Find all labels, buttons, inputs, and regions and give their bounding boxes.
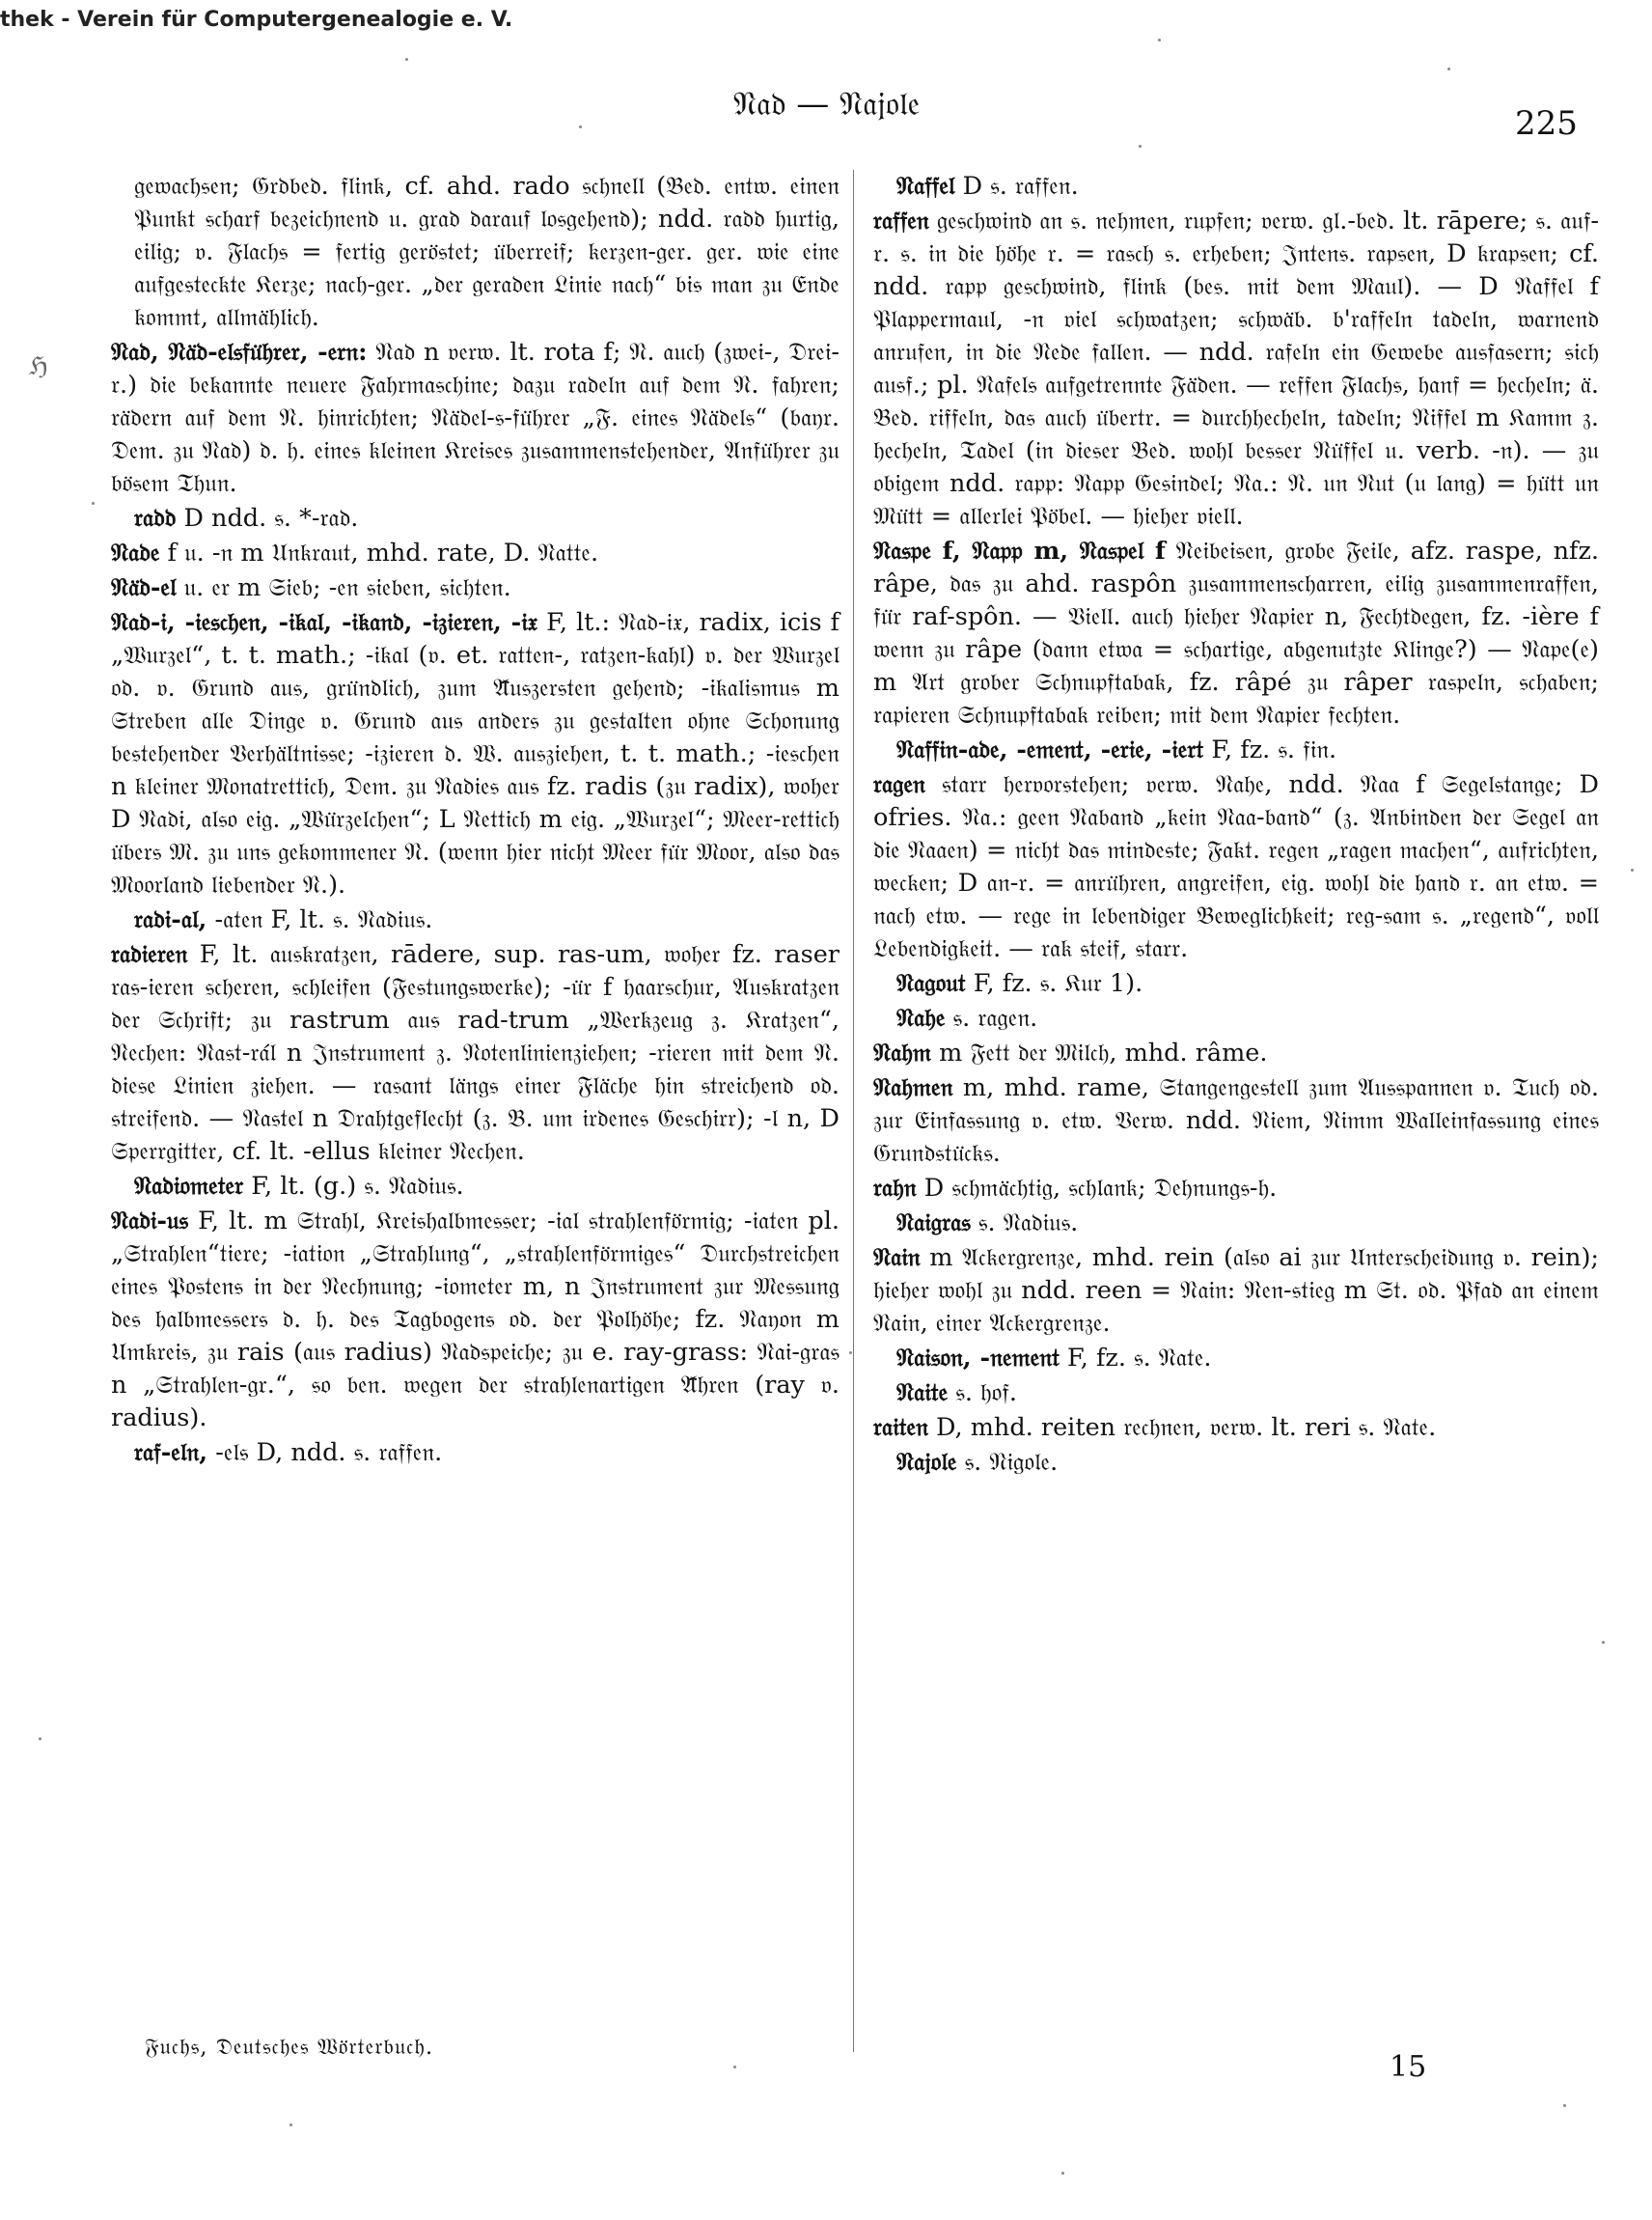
scan-speck [1158, 39, 1161, 42]
entry-definition: 𝔑𝔞𝔡 n 𝔳𝔢𝔯𝔴. lt. rota f; 𝔑. 𝔞𝔲𝔠𝔥 (𝔷𝔴𝔢𝔦-, 𝔇𝔯𝔢𝔦-𝔯.) 𝔡𝔦𝔢 𝔟𝔢𝔨𝔞𝔫𝔫𝔱𝔢 𝔫𝔢𝔲𝔢𝔯𝔢 𝔉𝔞𝔥𝔯𝔪𝔞𝔰𝔠𝔥𝔦𝔫𝔢; 𝔡𝔞𝔷𝔲 𝔯𝔞𝔡𝔢𝔩𝔫 𝔞𝔲𝔣 𝔡𝔢𝔪 𝔑. 𝔣𝔞𝔥𝔯𝔢𝔫; 𝔯𝔞̈𝔡𝔢𝔯𝔫 𝔞𝔲𝔣 𝔡𝔢𝔪 𝔑. 𝔥𝔦𝔫𝔯𝔦𝔠𝔥𝔱𝔢𝔫; 𝔑𝔞̈𝔡𝔢𝔩-𝔰-𝔣𝔲̈𝔥𝔯𝔢𝔯 „𝔉. 𝔢𝔦𝔫𝔢𝔰 𝔑𝔞̈𝔡𝔢𝔩𝔰“ (𝔟𝔞𝔶𝔯. 𝔇𝔢𝔪. 𝔷𝔲 𝔑𝔞𝔡) 𝔡. 𝔥. 𝔢𝔦𝔫𝔢𝔰 𝔨𝔩𝔢𝔦𝔫𝔢𝔫 𝔎𝔯𝔢𝔦𝔰𝔢𝔰 𝔷𝔲𝔰𝔞𝔪𝔪𝔢𝔫𝔰𝔱𝔢𝔥𝔢𝔫𝔡𝔢𝔯, 𝔄𝔫𝔣𝔲̈𝔥𝔯𝔢𝔯 𝔷𝔲 𝔟𝔬̈𝔰𝔢𝔪 𝔗𝔥𝔲𝔫. [111, 338, 840, 498]
dictionary-entry [873, 1207, 1599, 1239]
dictionary-entry [111, 606, 840, 902]
page-number: 225 [1515, 104, 1578, 143]
dictionary-entry [873, 1037, 1599, 1069]
entry-headword: 𝔑𝔞𝔥𝔪𝔢𝔫 [873, 1073, 953, 1102]
entry-definition: F, lt. (g.) 𝔰. 𝔑𝔞𝔡𝔦𝔲𝔰. [251, 1172, 464, 1201]
dictionary-entry [873, 734, 1599, 766]
book-title-footer: 𝔉𝔲𝔠𝔥𝔰, 𝔇𝔢𝔲𝔱𝔰𝔠𝔥𝔢𝔰 𝔚𝔬̈𝔯𝔱𝔢𝔯𝔟𝔲𝔠𝔥. [145, 2035, 434, 2060]
entry-definition: m 𝔄𝔠𝔨𝔢𝔯𝔤𝔯𝔢𝔫𝔷𝔢, mhd. rein (𝔞𝔩𝔰𝔬 ai 𝔷𝔲𝔯 𝔘𝔫𝔱𝔢𝔯𝔰𝔠𝔥𝔢𝔦𝔡𝔲𝔫𝔤 𝔳. rein); 𝔥𝔦𝔢𝔥𝔢𝔯 𝔴𝔬𝔥𝔩 𝔷𝔲 ndd. reen = 𝔑𝔞𝔦𝔫: 𝔑𝔢𝔫-𝔰𝔱𝔦𝔢𝔤 m 𝔖𝔱. 𝔬𝔡. 𝔓𝔣𝔞𝔡 𝔞𝔫 𝔢𝔦𝔫𝔢𝔪 𝔑𝔞𝔦𝔫, 𝔢𝔦𝔫𝔢𝔯 𝔄𝔠𝔨𝔢𝔯𝔤𝔯𝔢𝔫𝔷𝔢. [873, 1243, 1599, 1338]
entry-headword: 𝔑𝔞𝔣𝔣𝔢𝔩 [896, 172, 955, 201]
entry-definition: F, lt. m 𝔖𝔱𝔯𝔞𝔥𝔩, 𝔎𝔯𝔢𝔦𝔰𝔥𝔞𝔩𝔟𝔪𝔢𝔰𝔰𝔢𝔯; -𝔦𝔞𝔩 𝔰𝔱𝔯𝔞𝔥𝔩𝔢𝔫𝔣𝔬̈𝔯𝔪𝔦𝔤; -𝔦𝔞𝔱𝔢𝔫 pl. „𝔖𝔱𝔯𝔞𝔥𝔩𝔢𝔫“𝔱𝔦𝔢𝔯𝔢; -𝔦𝔞𝔱𝔦𝔬𝔫 „𝔖𝔱𝔯𝔞𝔥𝔩𝔲𝔫𝔤“, „𝔰𝔱𝔯𝔞𝔥𝔩𝔢𝔫𝔣𝔬̈𝔯𝔪𝔦𝔤𝔢𝔰“ 𝔇𝔲𝔯𝔠𝔥𝔰𝔱𝔯𝔢𝔦𝔠𝔥𝔢𝔫 𝔢𝔦𝔫𝔢𝔰 𝔓𝔬𝔰𝔱𝔢𝔫𝔰 𝔦𝔫 𝔡𝔢𝔯 𝔑𝔢𝔠𝔥𝔫𝔲𝔫𝔤; -𝔦𝔬𝔪𝔢𝔱𝔢𝔯 m, n 𝔍𝔫𝔰𝔱𝔯𝔲𝔪𝔢𝔫𝔱 𝔷𝔲𝔯 𝔐𝔢𝔰𝔰𝔲𝔫𝔤 𝔡𝔢𝔰 𝔥𝔞𝔩𝔟𝔪𝔢𝔰𝔰𝔢𝔯𝔰 𝔡. 𝔥. 𝔡𝔢𝔰 𝔗𝔞𝔤𝔟𝔬𝔤𝔢𝔫𝔰 𝔬𝔡. 𝔡𝔢𝔯 𝔓𝔬𝔩𝔥𝔬̈𝔥𝔢; fz. 𝔑𝔞𝔶𝔬𝔫 m 𝔘𝔪𝔨𝔯𝔢𝔦𝔰, 𝔷𝔲 rais (𝔞𝔲𝔰 radius) 𝔑𝔞𝔡𝔰𝔭𝔢𝔦𝔠𝔥𝔢; 𝔷𝔲 e. ray-grass: 𝔑𝔞𝔦-𝔤𝔯𝔞𝔰 n „𝔖𝔱𝔯𝔞𝔥𝔩𝔢𝔫-𝔤𝔯.“, 𝔰𝔬 𝔟𝔢𝔫. 𝔴𝔢𝔤𝔢𝔫 𝔡𝔢𝔯 𝔰𝔱𝔯𝔞𝔥𝔩𝔢𝔫𝔞𝔯𝔱𝔦𝔤𝔢𝔫 𝔄̈𝔥𝔯𝔢𝔫 (ray 𝔳. radius). [111, 1207, 840, 1432]
dictionary-entry [873, 1071, 1599, 1170]
dictionary-entry [873, 205, 1599, 533]
margin-mark: ℌ [29, 352, 48, 381]
entry-definition: m, mhd. rame, 𝔖𝔱𝔞𝔫𝔤𝔢𝔫𝔤𝔢𝔰𝔱𝔢𝔩𝔩 𝔷𝔲𝔪 𝔄𝔲𝔰𝔰𝔭𝔞𝔫𝔫𝔢𝔫 𝔳. 𝔗𝔲𝔠𝔥 𝔬𝔡. 𝔷𝔲𝔯 𝔈𝔦𝔫𝔣𝔞𝔰𝔰𝔲𝔫𝔤 𝔳. 𝔢𝔱𝔴. 𝔙𝔢𝔯𝔴. ndd. 𝔑𝔦𝔢𝔪, 𝔑𝔦𝔪𝔪 𝔚𝔞𝔩𝔩𝔢𝔦𝔫𝔣𝔞𝔰𝔰𝔲𝔫𝔤 𝔢𝔦𝔫𝔢𝔰 𝔊𝔯𝔲𝔫𝔡𝔰𝔱𝔲̈𝔠𝔨𝔰. [873, 1073, 1599, 1168]
entry-definition: 𝔑𝔢𝔦𝔟𝔢𝔦𝔰𝔢𝔫, 𝔤𝔯𝔬𝔟𝔢 𝔉𝔢𝔦𝔩𝔢, afz. raspe, nfz. râpe, 𝔡𝔞𝔰 𝔷𝔲 ahd. raspôn 𝔷𝔲𝔰𝔞𝔪𝔪𝔢𝔫𝔰𝔠𝔥𝔞𝔯𝔯𝔢𝔫, 𝔢𝔦𝔩𝔦𝔤 𝔷𝔲𝔰𝔞𝔪𝔪𝔢𝔫𝔯𝔞𝔣𝔣𝔢𝔫, 𝔣𝔲̈𝔯 raf-spôn. — 𝔙𝔦𝔢𝔩𝔩. 𝔞𝔲𝔠𝔥 𝔥𝔦𝔢𝔥𝔢𝔯 𝔑𝔞𝔭𝔦𝔢𝔯 n, 𝔉𝔢𝔠𝔥𝔱𝔡𝔢𝔤𝔢𝔫, fz. -ière f 𝔴𝔢𝔫𝔫 𝔷𝔲 râpe (𝔡𝔞𝔫𝔫 𝔢𝔱𝔴𝔞 = 𝔰𝔠𝔥𝔞𝔯𝔱𝔦𝔤𝔢, 𝔞𝔟𝔤𝔢𝔫𝔲𝔱𝔷𝔱𝔢 𝔎𝔩𝔦𝔫𝔤𝔢?) — 𝔑𝔞𝔭𝔢(𝔢) m 𝔄𝔯𝔱 𝔤𝔯𝔬𝔟𝔢𝔯 𝔖𝔠𝔥𝔫𝔲𝔭𝔣𝔱𝔞𝔟𝔞𝔨, fz. râpé 𝔷𝔲 râper 𝔯𝔞𝔰𝔭𝔢𝔩𝔫, 𝔰𝔠𝔥𝔞𝔟𝔢𝔫; 𝔯𝔞𝔭𝔦𝔢𝔯𝔢𝔫 𝔖𝔠𝔥𝔫𝔲𝔭𝔣𝔱𝔞𝔟𝔞𝔨 𝔯𝔢𝔦𝔟𝔢𝔫; 𝔪𝔦𝔱 𝔡𝔢𝔪 𝔑𝔞𝔭𝔦𝔢𝔯 𝔣𝔢𝔠𝔥𝔱𝔢𝔫. [873, 537, 1599, 730]
dictionary-entry [111, 170, 840, 334]
entry-headword: 𝔑𝔞𝔧𝔬𝔩𝔢 [896, 1448, 957, 1477]
dictionary-entry [873, 967, 1599, 1000]
dictionary-entry [873, 768, 1599, 965]
entry-definition: m 𝔉𝔢𝔱𝔱 𝔡𝔢𝔯 𝔐𝔦𝔩𝔠𝔥, mhd. râme. [939, 1039, 1268, 1068]
entry-definition: F, fz. 𝔰. 𝔑𝔞𝔱𝔢. [1067, 1344, 1212, 1373]
entry-definition: -𝔞𝔱𝔢𝔫 F, lt. 𝔰. 𝔑𝔞𝔡𝔦𝔲𝔰. [214, 905, 433, 934]
entry-headword: 𝔑𝔞𝔦𝔤𝔯𝔞𝔰 [896, 1208, 971, 1237]
entry-headword: 𝔑𝔞𝔤𝔬𝔲𝔱 [896, 969, 966, 998]
dictionary-entry [111, 903, 840, 936]
entry-definition: F, fz. 𝔰. 𝔎𝔲𝔯 1). [973, 969, 1143, 998]
dictionary-entry [111, 537, 840, 569]
dictionary-entry [873, 1411, 1599, 1444]
entry-definition: -𝔢𝔩𝔰 D, ndd. 𝔰. 𝔯𝔞𝔣𝔣𝔢𝔫. [215, 1438, 443, 1467]
right-column [873, 170, 1599, 1481]
entry-headword: 𝔯𝔞𝔡𝔦𝔢𝔯𝔢𝔫 [111, 940, 188, 969]
entry-definition: 𝔰. 𝔑𝔞𝔡𝔦𝔲𝔰. [977, 1208, 1079, 1237]
entry-definition: D ndd. 𝔰. *-𝔯𝔞𝔡. [183, 504, 359, 533]
entry-headword: 𝔯𝔞𝔥𝔫 [873, 1174, 917, 1203]
entry-definition: D, mhd. reiten 𝔯𝔢𝔠𝔥𝔫𝔢𝔫, 𝔳𝔢𝔯𝔴. lt. reri 𝔰. 𝔑𝔞𝔱𝔢. [936, 1413, 1437, 1442]
entry-headword: 𝔑𝔞𝔥𝔢 [896, 1004, 946, 1033]
left-column [111, 170, 840, 1471]
dictionary-entry [111, 938, 840, 1168]
scan-speck [579, 125, 582, 128]
dictionary-entry [111, 336, 840, 500]
entry-definition: 𝔤𝔢𝔰𝔠𝔥𝔴𝔦𝔫𝔡 𝔞𝔫 𝔰. 𝔫𝔢𝔥𝔪𝔢𝔫, 𝔯𝔲𝔭𝔣𝔢𝔫; 𝔳𝔢𝔯𝔴. 𝔤𝔩.-𝔟𝔢𝔡. lt. rāpere; 𝔰. 𝔞𝔲𝔣-𝔯. 𝔰. 𝔦𝔫 𝔡𝔦𝔢 𝔥𝔬̈𝔥𝔢 𝔯. = 𝔯𝔞𝔰𝔠𝔥 𝔰. 𝔢𝔯𝔥𝔢𝔟𝔢𝔫; 𝔍𝔫𝔱𝔢𝔫𝔰. 𝔯𝔞𝔭𝔰𝔢𝔫, D 𝔨𝔯𝔞𝔭𝔰𝔢𝔫; cf. ndd. 𝔯𝔞𝔭𝔭 𝔤𝔢𝔰𝔠𝔥𝔴𝔦𝔫𝔡, 𝔣𝔩𝔦𝔫𝔨 (𝔟𝔢𝔰. 𝔪𝔦𝔱 𝔡𝔢𝔪 𝔐𝔞𝔲𝔩). — D 𝔑𝔞𝔣𝔣𝔢𝔩 f 𝔓𝔩𝔞𝔭𝔭𝔢𝔯𝔪𝔞𝔲𝔩, -𝔫 𝔳𝔦𝔢𝔩 𝔰𝔠𝔥𝔴𝔞𝔱𝔷𝔢𝔫; 𝔰𝔠𝔥𝔴𝔞̈𝔟. 𝔟'𝔯𝔞𝔣𝔣𝔢𝔩𝔫 𝔱𝔞𝔡𝔢𝔩𝔫, 𝔴𝔞𝔯𝔫𝔢𝔫𝔡 𝔞𝔫𝔯𝔲𝔣𝔢𝔫, 𝔦𝔫 𝔡𝔦𝔢 𝔑𝔢𝔡𝔢 𝔣𝔞𝔩𝔩𝔢𝔫. — ndd. 𝔯𝔞𝔣𝔢𝔩𝔫 𝔢𝔦𝔫 𝔊𝔢𝔴𝔢𝔟𝔢 𝔞𝔲𝔰𝔣𝔞𝔰𝔢𝔯𝔫; 𝔰𝔦𝔠𝔥 𝔞𝔲𝔰𝔣.; pl. 𝔑𝔞𝔣𝔢𝔩𝔰 𝔞𝔲𝔣𝔤𝔢𝔱𝔯𝔢𝔫𝔫𝔱𝔢 𝔉𝔞̈𝔡𝔢𝔫. — 𝔯𝔢𝔣𝔣𝔢𝔫 𝔉𝔩𝔞𝔠𝔥𝔰, 𝔥𝔞𝔫𝔣 = 𝔥𝔢𝔠𝔥𝔢𝔩𝔫; 𝔞̈. 𝔅𝔢𝔡. 𝔯𝔦𝔣𝔣𝔢𝔩𝔫, 𝔡𝔞𝔰 𝔞𝔲𝔠𝔥 𝔲̈𝔟𝔢𝔯𝔱𝔯. = 𝔡𝔲𝔯𝔠𝔥𝔥𝔢𝔠𝔥𝔢𝔩𝔫, 𝔱𝔞𝔡𝔢𝔩𝔫; 𝔑𝔦𝔣𝔣𝔢𝔩 m 𝔎𝔞𝔪𝔪 𝔷. 𝔥𝔢𝔠𝔥𝔢𝔩𝔫, 𝔗𝔞𝔡𝔢𝔩 (𝔦𝔫 𝔡𝔦𝔢𝔰𝔢𝔯 𝔅𝔢𝔡. 𝔴𝔬𝔥𝔩 𝔟𝔢𝔰𝔰𝔢𝔯 𝔑𝔲̈𝔣𝔣𝔢𝔩 𝔲. verb. -𝔫). — 𝔷𝔲 𝔬𝔟𝔦𝔤𝔢𝔪 ndd. 𝔯𝔞𝔭𝔭: 𝔑𝔞𝔭𝔭 𝔊𝔢𝔰𝔦𝔫𝔡𝔢𝔩; 𝔑𝔞.: 𝔑. 𝔲𝔫 𝔑𝔲𝔱 (𝔲 𝔩𝔞𝔫𝔤) = 𝔥𝔲̈𝔱𝔱 𝔲𝔫 𝔐𝔲̈𝔱𝔱 = 𝔞𝔩𝔩𝔢𝔯𝔩𝔢𝔦 𝔓𝔬̈𝔟𝔢𝔩. — 𝔥𝔦𝔢𝔥𝔢𝔯 𝔳𝔦𝔢𝔩𝔩. [873, 207, 1600, 531]
entry-headword: 𝔯𝔞𝔤𝔢𝔫 [873, 770, 925, 799]
entry-headword: 𝔯𝔞𝔡𝔡 [134, 504, 177, 533]
scan-speck [849, 1351, 852, 1354]
scan-speck [289, 2123, 292, 2126]
dictionary-entry [111, 1436, 840, 1469]
dictionary-entry [111, 502, 840, 535]
entry-definition: 𝔰. 𝔯𝔞𝔤𝔢𝔫. [952, 1004, 1038, 1033]
entry-definition: F, lt. 𝔞𝔲𝔰𝔨𝔯𝔞𝔱𝔷𝔢𝔫, rādere, sup. ras-um, 𝔴𝔬𝔥𝔢𝔯 fz. raser 𝔯𝔞𝔰-𝔦𝔢𝔯𝔢𝔫 𝔰𝔠𝔥𝔢𝔯𝔢𝔫, 𝔰𝔠𝔥𝔩𝔢𝔦𝔣𝔢𝔫 (𝔉𝔢𝔰𝔱𝔲𝔫𝔤𝔰𝔴𝔢𝔯𝔨𝔢); -𝔲̈𝔯 f 𝔥𝔞𝔞𝔯𝔰𝔠𝔥𝔲𝔯, 𝔄𝔲𝔰𝔨𝔯𝔞𝔱𝔷𝔢𝔫 𝔡𝔢𝔯 𝔖𝔠𝔥𝔯𝔦𝔣𝔱; 𝔷𝔲 rastrum 𝔞𝔲𝔰 rad-trum „𝔚𝔢𝔯𝔨𝔷𝔢𝔲𝔤 𝔷. 𝔎𝔯𝔞𝔱𝔷𝔢𝔫“, 𝔑𝔢𝔠𝔥𝔢𝔫: 𝔑𝔞𝔰𝔱-𝔯𝔞́𝔩 n 𝔍𝔫𝔰𝔱𝔯𝔲𝔪𝔢𝔫𝔱 𝔷. 𝔑𝔬𝔱𝔢𝔫𝔩𝔦𝔫𝔦𝔢𝔫𝔷𝔦𝔢𝔥𝔢𝔫; -𝔯𝔦𝔢𝔯𝔢𝔫 𝔪𝔦𝔱 𝔡𝔢𝔪 𝔑. 𝔡𝔦𝔢𝔰𝔢 𝔏𝔦𝔫𝔦𝔢𝔫 𝔷𝔦𝔢𝔥𝔢𝔫. — 𝔯𝔞𝔰𝔞𝔫𝔱 𝔩𝔞̈𝔫𝔤𝔰 𝔢𝔦𝔫𝔢𝔯 𝔉𝔩𝔞̈𝔠𝔥𝔢 𝔥𝔦𝔫 𝔰𝔱𝔯𝔢𝔦𝔠𝔥𝔢𝔫𝔡 𝔬𝔡. 𝔰𝔱𝔯𝔢𝔦𝔣𝔢𝔫𝔡. — 𝔑𝔞𝔰𝔱𝔢𝔩 n 𝔇𝔯𝔞𝔥𝔱𝔤𝔢𝔣𝔩𝔢𝔠𝔥𝔱 (𝔷. 𝔅. 𝔲𝔪 𝔦𝔯𝔡𝔢𝔫𝔢𝔰 𝔊𝔢𝔰𝔠𝔥𝔦𝔯𝔯); -𝔩 n, D 𝔖𝔭𝔢𝔯𝔯𝔤𝔦𝔱𝔱𝔢𝔯, cf. lt. -ellus 𝔨𝔩𝔢𝔦𝔫𝔢𝔯 𝔑𝔢𝔠𝔥𝔢𝔫. [111, 940, 840, 1166]
entry-headword: 𝔑𝔞𝔡𝔢 [111, 539, 160, 568]
dictionary-entry [873, 1376, 1599, 1409]
entry-definition: F, lt.: 𝔑𝔞𝔡-𝔦𝔵, radix, icis f „𝔚𝔲𝔯𝔷𝔢𝔩“, t. t. math.; -𝔦𝔨𝔞𝔩 (𝔳. et. 𝔯𝔞𝔱𝔱𝔢𝔫-, 𝔯𝔞𝔱𝔷𝔢𝔫-𝔨𝔞𝔥𝔩) 𝔳. 𝔡𝔢𝔯 𝔚𝔲𝔯𝔷𝔢𝔩 𝔬𝔡. 𝔳. 𝔊𝔯𝔲𝔫𝔡 𝔞𝔲𝔰, 𝔤𝔯𝔲̈𝔫𝔡𝔩𝔦𝔠𝔥, 𝔷𝔲𝔪 𝔄̈𝔲𝔰𝔷𝔢𝔯𝔰𝔱𝔢𝔫 𝔤𝔢𝔥𝔢𝔫𝔡; -𝔦𝔨𝔞𝔩𝔦𝔰𝔪𝔲𝔰 m 𝔖𝔱𝔯𝔢𝔟𝔢𝔫 𝔞𝔩𝔩𝔢 𝔇𝔦𝔫𝔤𝔢 𝔳. 𝔊𝔯𝔲𝔫𝔡 𝔞𝔲𝔰 𝔞𝔫𝔡𝔢𝔯𝔰 𝔷𝔲 𝔤𝔢𝔰𝔱𝔞𝔩𝔱𝔢𝔫 𝔬𝔥𝔫𝔢 𝔖𝔠𝔥𝔬𝔫𝔲𝔫𝔤 𝔟𝔢𝔰𝔱𝔢𝔥𝔢𝔫𝔡𝔢𝔯 𝔙𝔢𝔯𝔥𝔞̈𝔩𝔱𝔫𝔦𝔰𝔰𝔢; -𝔦𝔷𝔦𝔢𝔯𝔢𝔫 𝔡. 𝔚. 𝔞𝔲𝔰𝔷𝔦𝔢𝔥𝔢𝔫, t. t. math.; -𝔦𝔢𝔰𝔠𝔥𝔢𝔫 n 𝔨𝔩𝔢𝔦𝔫𝔢𝔯 𝔐𝔬𝔫𝔞𝔱𝔯𝔢𝔱𝔱𝔦𝔠𝔥, 𝔇𝔢𝔪. 𝔷𝔲 𝔑𝔞𝔡𝔦𝔢𝔰 𝔞𝔲𝔰 fz. radis (𝔷𝔲 radix), 𝔴𝔬𝔥𝔢𝔯 D 𝔑𝔞𝔡𝔦, 𝔞𝔩𝔰𝔬 𝔢𝔦𝔤. „𝔚𝔲̈𝔯𝔷𝔢𝔩𝔠𝔥𝔢𝔫“; L 𝔑𝔢𝔱𝔱𝔦𝔠𝔥 m 𝔢𝔦𝔤. „𝔚𝔲𝔯𝔷𝔢𝔩“; 𝔐𝔢𝔢𝔯-𝔯𝔢𝔱𝔱𝔦𝔠𝔥 𝔲̈𝔟𝔢𝔯𝔰 𝔐. 𝔷𝔲 𝔲𝔫𝔰 𝔤𝔢𝔨𝔬𝔪𝔪𝔢𝔫𝔢𝔯 𝔑. (𝔴𝔢𝔫𝔫 𝔥𝔦𝔢𝔯 𝔫𝔦𝔠𝔥𝔱 𝔐𝔢𝔢𝔯 𝔣𝔲̈𝔯 𝔐𝔬𝔬𝔯, 𝔞𝔩𝔰𝔬 𝔡𝔞𝔰 𝔐𝔬𝔬𝔯𝔩𝔞𝔫𝔡 𝔩𝔦𝔢𝔟𝔢𝔫𝔡𝔢𝔯 𝔑.). [111, 608, 840, 900]
entry-definition: f 𝔲. -𝔫 m 𝔘𝔫𝔨𝔯𝔞𝔲𝔱, mhd. rate, D. 𝔑𝔞𝔱𝔱𝔢. [167, 539, 599, 568]
column-divider [853, 170, 854, 2052]
entry-headword: 𝔑𝔞𝔥𝔪 [873, 1039, 932, 1068]
entry-headword: 𝔑𝔞𝔡𝔦𝔬𝔪𝔢𝔱𝔢𝔯 [134, 1172, 244, 1201]
scan-speck [405, 58, 408, 61]
entry-definition: 𝔰. 𝔑𝔦𝔤𝔬𝔩𝔢. [964, 1448, 1059, 1477]
dictionary-entry [111, 571, 840, 604]
entry-headword: 𝔑𝔞𝔡𝔦-𝔲𝔰 [111, 1207, 189, 1235]
entry-headword: 𝔯𝔞𝔡𝔦-𝔞𝔩, [134, 905, 207, 934]
scan-speck [1563, 2104, 1566, 2107]
running-head: 𝔑𝔞𝔡 — 𝔑𝔞𝔧𝔬𝔩𝔢 [733, 85, 921, 124]
dictionary-entry [873, 1172, 1599, 1205]
dictionary-entry [111, 1205, 840, 1434]
scan-speck [1631, 869, 1634, 872]
dictionary-entry [873, 1002, 1599, 1035]
dictionary-entry [873, 1241, 1599, 1340]
entry-headword: 𝔯𝔞𝔣-𝔢𝔩𝔫, [134, 1438, 208, 1467]
dictionary-entry [873, 1446, 1599, 1479]
entry-headword: 𝔑𝔞̈𝔡-𝔢𝔩 [111, 573, 177, 602]
entry-headword: 𝔑𝔞𝔡-𝔦, -𝔦𝔢𝔰𝔠𝔥𝔢𝔫, -𝔦𝔨𝔞𝔩, -𝔦𝔨𝔞𝔫𝔡, -𝔦𝔷𝔦𝔢𝔯𝔢𝔫, -𝔦𝔵 [111, 608, 538, 637]
scan-speck [733, 2066, 736, 2068]
entry-definition: 𝔤𝔢𝔴𝔞𝔠𝔥𝔰𝔢𝔫; 𝔊𝔯𝔡𝔟𝔢𝔡. 𝔣𝔩𝔦𝔫𝔨, cf. ahd. rado 𝔰𝔠𝔥𝔫𝔢𝔩𝔩 (𝔅𝔢𝔡. 𝔢𝔫𝔱𝔴. 𝔢𝔦𝔫𝔢𝔫 𝔓𝔲𝔫𝔨𝔱 𝔰𝔠𝔥𝔞𝔯𝔣 𝔟𝔢𝔷𝔢𝔦𝔠𝔥𝔫𝔢𝔫𝔡 𝔲. 𝔤𝔯𝔞𝔡 𝔡𝔞𝔯𝔞𝔲𝔣 𝔩𝔬𝔰𝔤𝔢𝔥𝔢𝔫𝔡); ndd. 𝔯𝔞𝔡𝔡 𝔥𝔲𝔯𝔱𝔦𝔤, 𝔢𝔦𝔩𝔦𝔤; 𝔳. 𝔉𝔩𝔞𝔠𝔥𝔰 = 𝔣𝔢𝔯𝔱𝔦𝔤 𝔤𝔢𝔯𝔬̈𝔰𝔱𝔢𝔱; 𝔲̈𝔟𝔢𝔯𝔯𝔢𝔦𝔣; 𝔨𝔢𝔯𝔷𝔢𝔫-𝔤𝔢𝔯. 𝔤𝔢𝔯. 𝔴𝔦𝔢 𝔢𝔦𝔫𝔢 𝔞𝔲𝔣𝔤𝔢𝔰𝔱𝔢𝔠𝔨𝔱𝔢 𝔎𝔢𝔯𝔷𝔢; 𝔫𝔞𝔠𝔥-𝔤𝔢𝔯. „𝔡𝔢𝔯 𝔤𝔢𝔯𝔞𝔡𝔢𝔫 𝔏𝔦𝔫𝔦𝔢 𝔫𝔞𝔠𝔥“ 𝔟𝔦𝔰 𝔪𝔞𝔫 𝔷𝔲 𝔈𝔫𝔡𝔢 𝔨𝔬𝔪𝔪𝔱, 𝔞𝔩𝔩𝔪𝔞̈𝔥𝔩𝔦𝔠𝔥. [134, 172, 840, 332]
entry-definition: D 𝔰𝔠𝔥𝔪𝔞̈𝔠𝔥𝔱𝔦𝔤, 𝔰𝔠𝔥𝔩𝔞𝔫𝔨; 𝔇𝔢𝔥𝔫𝔲𝔫𝔤𝔰-𝔥. [923, 1174, 1278, 1203]
dictionary-entry [873, 170, 1599, 203]
signature-mark: 15 [1390, 2050, 1427, 2084]
entry-definition: 𝔰. 𝔥𝔬𝔣. [955, 1378, 1017, 1407]
entry-definition: 𝔰𝔱𝔞𝔯𝔯 𝔥𝔢𝔯𝔳𝔬𝔯𝔰𝔱𝔢𝔥𝔢𝔫; 𝔳𝔢𝔯𝔴. 𝔑𝔞𝔥𝔢, ndd. 𝔑𝔞𝔞 f 𝔖𝔢𝔤𝔢𝔩𝔰𝔱𝔞𝔫𝔤𝔢; D ofries. 𝔑𝔞.: 𝔤𝔢𝔢𝔫 𝔑𝔞𝔟𝔞𝔫𝔡 „𝔨𝔢𝔦𝔫 𝔑𝔞𝔞-𝔟𝔞𝔫𝔡“ (𝔷. 𝔄𝔫𝔟𝔦𝔫𝔡𝔢𝔫 𝔡𝔢𝔯 𝔖𝔢𝔤𝔢𝔩 𝔞𝔫 𝔡𝔦𝔢 𝔑𝔞𝔞𝔢𝔫) = 𝔫𝔦𝔠𝔥𝔱 𝔡𝔞𝔰 𝔪𝔦𝔫𝔡𝔢𝔰𝔱𝔢; 𝔉𝔞𝔨𝔱. 𝔯𝔢𝔤𝔢𝔫 „𝔯𝔞𝔤𝔢𝔫 𝔪𝔞𝔠𝔥𝔢𝔫“, 𝔞𝔲𝔣𝔯𝔦𝔠𝔥𝔱𝔢𝔫, 𝔴𝔢𝔠𝔨𝔢𝔫; D 𝔞𝔫-𝔯. = 𝔞𝔫𝔯𝔲̈𝔥𝔯𝔢𝔫, 𝔞𝔫𝔤𝔯𝔢𝔦𝔣𝔢𝔫, 𝔢𝔦𝔤. 𝔴𝔬𝔥𝔩 𝔡𝔦𝔢 𝔥𝔞𝔫𝔡 𝔯. 𝔞𝔫 𝔢𝔱𝔴. = 𝔫𝔞𝔠𝔥 𝔢𝔱𝔴. — 𝔯𝔢𝔤𝔢 𝔦𝔫 𝔩𝔢𝔟𝔢𝔫𝔡𝔦𝔤𝔢𝔯 𝔅𝔢𝔴𝔢𝔤𝔩𝔦𝔠𝔥𝔨𝔢𝔦𝔱; 𝔯𝔢𝔤-𝔰𝔞𝔪 𝔰. „𝔯𝔢𝔤𝔢𝔫𝔡“, 𝔳𝔬𝔩𝔩 𝔏𝔢𝔟𝔢𝔫𝔡𝔦𝔤𝔨𝔢𝔦𝔱. — 𝔯𝔞𝔨 𝔰𝔱𝔢𝔦𝔣, 𝔰𝔱𝔞𝔯𝔯. [873, 770, 1599, 963]
dictionary-entry [873, 1342, 1599, 1374]
entry-headword: 𝔑𝔞𝔦𝔱𝔢 [896, 1378, 949, 1407]
scan-speck [92, 502, 95, 505]
scan-speck [39, 1737, 41, 1740]
entry-definition: D 𝔰. 𝔯𝔞𝔣𝔣𝔢𝔫. [962, 172, 1079, 201]
dictionary-entry [111, 1170, 840, 1203]
entry-definition: F, fz. 𝔰. 𝔣𝔦𝔫. [1211, 735, 1337, 764]
entry-headword: 𝔑𝔞𝔦𝔫 [873, 1243, 921, 1272]
entry-headword: 𝔯𝔞𝔦𝔱𝔢𝔫 [873, 1413, 928, 1442]
scan-speck [1447, 68, 1450, 70]
scan-speck [1139, 145, 1142, 148]
entry-headword: 𝔑𝔞𝔦𝔰𝔬𝔫, -𝔫𝔢𝔪𝔢𝔫𝔱 [896, 1344, 1060, 1373]
source-watermark: thek - Verein für Computergenealogie e. V. [0, 8, 513, 32]
entry-headword: 𝔑𝔞𝔰𝔭𝔢 f, 𝔑𝔞𝔭𝔭 m, 𝔑𝔞𝔰𝔭𝔢𝔩 f [873, 537, 1166, 566]
scan-speck [1061, 2172, 1064, 2175]
dictionary-entry [873, 535, 1599, 732]
entry-headword: 𝔯𝔞𝔣𝔣𝔢𝔫 [873, 207, 929, 236]
entry-definition: 𝔲. 𝔢𝔯 m 𝔖𝔦𝔢𝔟; -𝔢𝔫 𝔰𝔦𝔢𝔟𝔢𝔫, 𝔰𝔦𝔠𝔥𝔱𝔢𝔫. [183, 573, 511, 602]
entry-headword: 𝔑𝔞𝔡, 𝔑𝔞̈𝔡-𝔢𝔩𝔰𝔣𝔲̈𝔥𝔯𝔢𝔯, -𝔢𝔯𝔫: [111, 338, 368, 367]
scan-speck [1602, 1641, 1605, 1644]
entry-headword: 𝔑𝔞𝔣𝔣𝔦𝔫-𝔞𝔡𝔢, -𝔢𝔪𝔢𝔫𝔱, -𝔢𝔯𝔦𝔢, -𝔦𝔢𝔯𝔱 [896, 735, 1204, 764]
